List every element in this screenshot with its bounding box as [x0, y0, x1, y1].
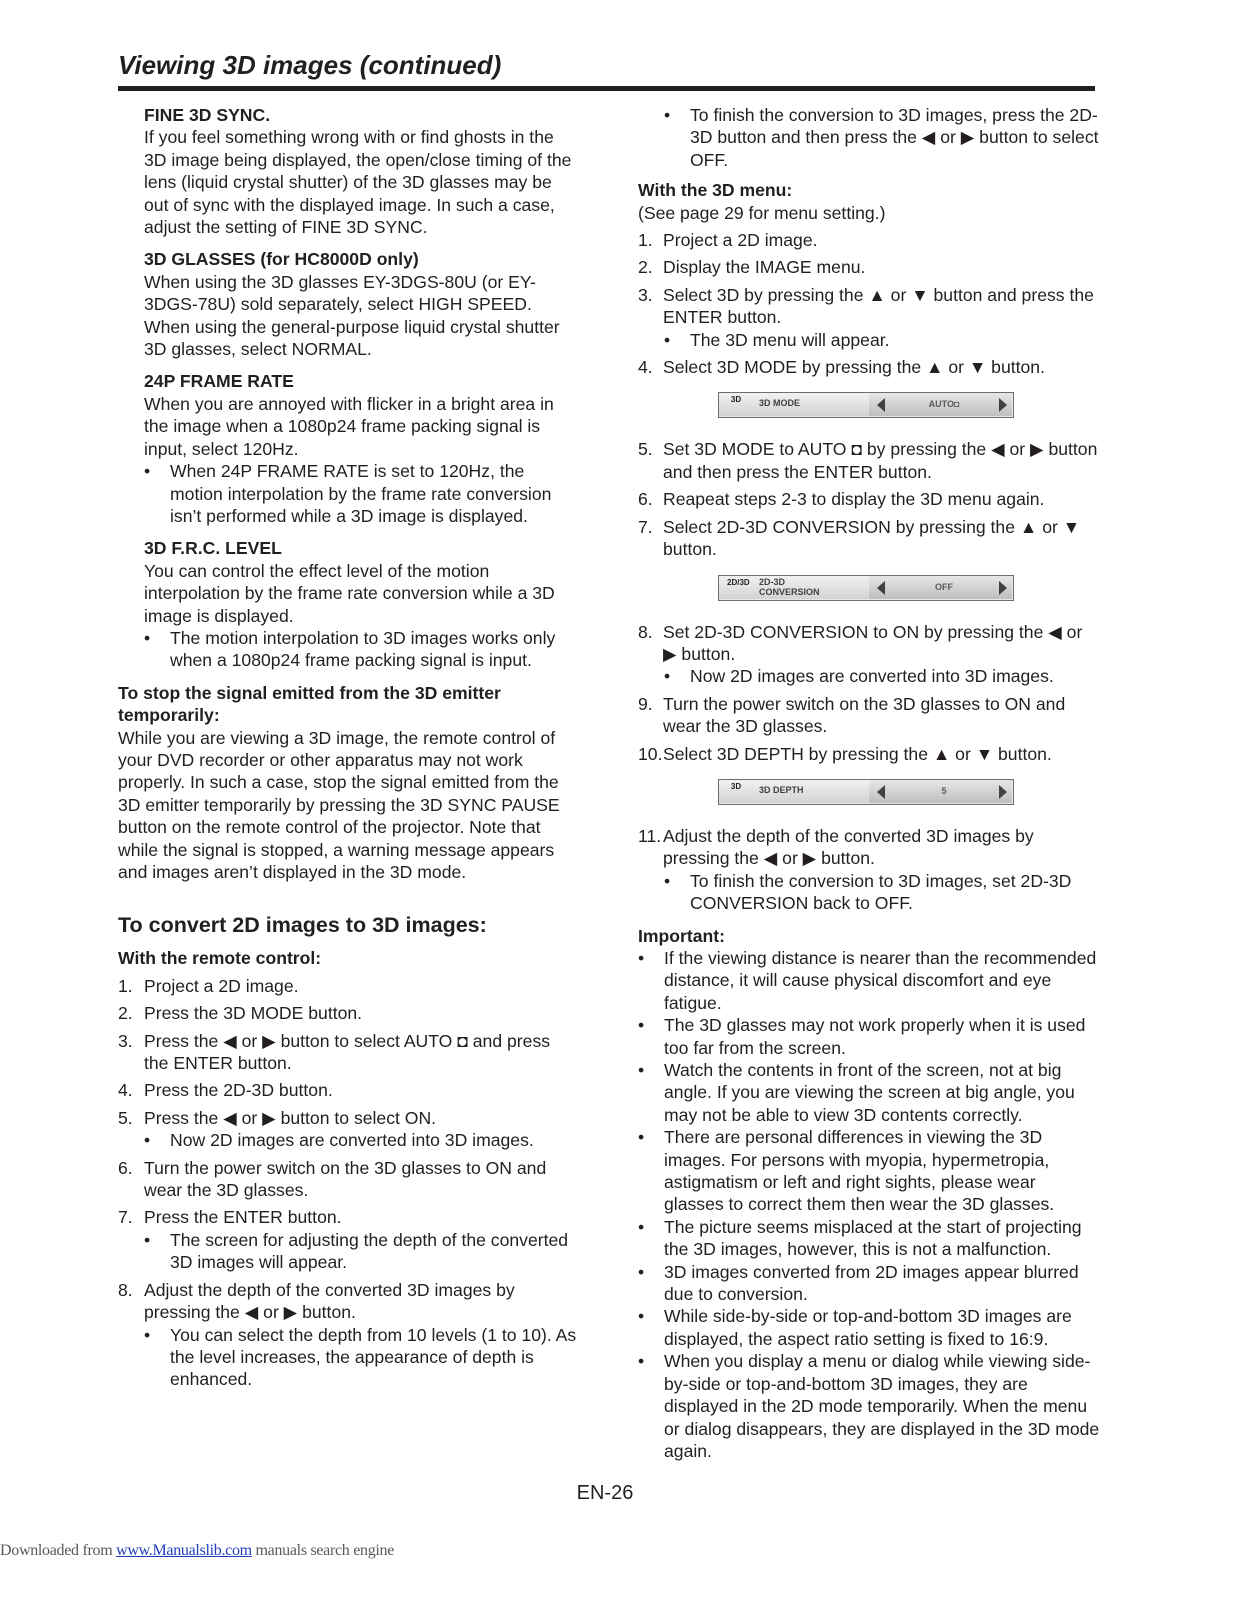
list-item: 11. Adjust the depth of the converted 3D images by pressing the ◀ or ▶ button.	[638, 825, 1034, 869]
step-bullet: • To finish the conversion to 3D images, set 2D-3D CONVERSION back to OFF.	[638, 870, 1100, 915]
fine-3d-sync-heading: FINE 3D SYNC.	[144, 105, 271, 125]
3d-menu-note: (See page 29 for menu setting.)	[638, 202, 886, 223]
3d-depth-icon: 3D	[730, 781, 742, 791]
list-item: 5. Set 3D MODE to AUTO ◘ by pressing the ◀ or ▶ button and then press the ENTER button.	[638, 439, 1098, 482]
menu-value: OFF	[935, 581, 953, 592]
frc-level-heading: 3D F.R.C. LEVEL	[144, 538, 282, 559]
left-arrow-icon	[877, 785, 885, 799]
convert-heading: To convert 2D images to 3D images:	[118, 913, 487, 938]
3d-glasses-heading: 3D GLASSES (for HC8000D only)	[144, 249, 419, 270]
list-item: 3. Select 3D by pressing the ▲ or ▼ button and press the ENTER button.	[638, 284, 1094, 328]
list-item: 9. Turn the power switch on the 3D glasses to ON and wear the 3D glasses.	[638, 693, 1066, 737]
frame-rate-text: When you are annoyed with flicker in a bright area in the image when a 1080p24 frame packing signal is input, select 120Hz.	[144, 393, 554, 459]
menu-label: 3D DEPTH	[759, 784, 804, 795]
important-item: • When you display a menu or dialog while viewing side-by-side or top-and-bottom 3D images, they are displayed in the 2D mode temporarily. When the menu or dialog disappears, they are displayed in the 3D mode again.	[638, 1350, 1100, 1462]
frc-level-text: You can control the effect level of the motion interpolation by the frame rate conversion while a 3D image is displayed.	[144, 560, 555, 626]
right-arrow-icon	[999, 581, 1007, 595]
frame-rate-heading: 24P FRAME RATE	[144, 371, 294, 392]
important-heading: Important:	[638, 925, 725, 946]
menu-label: 2D-3D CONVERSION	[759, 576, 820, 597]
3d-depth-menu-bar	[718, 779, 1014, 805]
step-bullet: • Now 2D images are converted into 3D images.	[638, 665, 1100, 687]
important-item: • While side-by-side or top-and-bottom 3D images are displayed, the aspect ratio setting is fixed to 16:9.	[638, 1305, 1100, 1350]
list-item: 10. Select 3D DEPTH by pressing the ▲ or ▼ button.	[638, 743, 1052, 764]
fine-3d-sync-text: If you feel something wrong with or find ghosts in the 3D image being displayed, the open/close timing of the lens (liquid crystal shutter) of the 3D glasses may be out of sync with the displayed image. In such a case, adjust the setting of FINE 3D SYNC.	[144, 127, 572, 238]
step-bullet: • You can select the depth from 10 levels (1 to 10). As the level increases, the appearance of depth is enhanced.	[118, 1324, 578, 1391]
important-item: • If the viewing distance is nearer than the recommended distance, it will cause physical discomfort and eye fatigue.	[638, 947, 1100, 1014]
important-item: • The picture seems misplaced at the start of projecting the 3D images, however, this is not a malfunction.	[638, 1216, 1100, 1261]
list-item: 1. Project a 2D image.	[638, 230, 818, 251]
page-number: EN-26	[576, 1482, 634, 1504]
right-arrow-icon	[999, 785, 1007, 799]
important-item: • Watch the contents in front of the screen, not at big angle. If you are viewing the screen at big angle, you may not be able to view 3D contents correctly.	[638, 1059, 1100, 1126]
menu-label: 3D MODE	[759, 398, 801, 409]
page-title: Viewing 3D images (continued)	[118, 50, 502, 80]
step-bullet: • Now 2D images are converted into 3D images.	[118, 1129, 578, 1151]
right-column	[638, 104, 1100, 1462]
list-item: 7. Select 2D-3D CONVERSION by pressing the ▲ or ▼ button.	[638, 516, 1081, 560]
important-item: • The 3D glasses may not work properly when it is used too far from the screen.	[638, 1014, 1100, 1059]
stop-signal-text: While you are viewing a 3D image, the remote control of your DVD recorder or other apparatus may not work properly. In such a case, stop the signal emitted from the 3D emitter temporarily by pressing the 3D SYNC PAUSE button on the remote control of the projector. Note that while the signal is stopped, a warning message appears and images aren’t displayed in the 3D mode.	[118, 727, 560, 882]
list-item: 2. Display the IMAGE menu.	[638, 257, 866, 278]
important-item: • There are personal differences in viewing the 3D images. For persons with myopia, hypermetropia, astigmatism or left and right sights, please wear glasses to correct them then wear the 3D glasses.	[638, 1126, 1100, 1216]
list-item: 7. Press the ENTER button.	[118, 1207, 342, 1228]
left-column	[118, 104, 578, 1391]
3d-mode-icon: 3D	[730, 395, 742, 405]
menu-value: 5	[941, 785, 947, 796]
2d-3d-conversion-menu-bar	[718, 575, 1014, 601]
3d-menu-heading: With the 3D menu:	[638, 180, 793, 201]
list-item: 4. Press the 2D-3D button.	[118, 1080, 333, 1101]
3d-mode-menu-bar	[718, 392, 1014, 418]
left-arrow-icon	[877, 398, 885, 412]
manualslib-link[interactable]: www.Manualslib.com	[116, 1542, 252, 1559]
download-footer: Downloaded from www.Manualslib.com manuals search engine	[0, 1542, 395, 1559]
fine-3d-sync-section	[118, 104, 578, 672]
list-item: 2. Press the 3D MODE button.	[118, 1003, 363, 1024]
title-rule	[118, 86, 1095, 91]
stop-signal-heading: To stop the signal emitted from the 3D emitter temporarily:	[118, 682, 501, 726]
list-item: 8. Adjust the depth of the converted 3D images by pressing the ◀ or ▶ button.	[118, 1279, 515, 1323]
list-item: 6. Turn the power switch on the 3D glasses to ON and wear the 3D glasses.	[118, 1157, 547, 1201]
3d-glasses-text: When using the 3D glasses EY-3DGS-80U (or EY-3DGS-78U) sold separately, select HIGH SPEED. When using the general-purpose liquid crystal shutter 3D glasses, select NORMAL.	[144, 271, 560, 360]
step-bullet: • The 3D menu will appear.	[638, 329, 1100, 351]
list-item: 4. Select 3D MODE by pressing the ▲ or ▼ button.	[638, 357, 1045, 378]
important-item: • 3D images converted from 2D images appear blurred due to conversion.	[638, 1261, 1100, 1306]
menu-value: AUTO◘	[928, 399, 960, 410]
left-arrow-icon	[877, 581, 885, 595]
frc-level-bullet: • The motion interpolation to 3D images works only when a 1080p24 frame packing signal is input.	[144, 627, 578, 672]
remote-control-heading: With the remote control:	[118, 948, 322, 969]
frame-rate-bullet: • When 24P FRAME RATE is set to 120Hz, the motion interpolation by the frame rate conversion isn’t performed while a 3D image is displayed.	[144, 460, 578, 527]
list-item: 5. Press the ◀ or ▶ button to select ON.	[118, 1107, 437, 1128]
right-arrow-icon	[999, 398, 1007, 412]
list-item: 8. Set 2D-3D CONVERSION to ON by pressing the ◀ or ▶ button.	[638, 621, 1083, 664]
list-item: 1. Project a 2D image.	[118, 975, 299, 996]
list-item: 6. Reapeat steps 2-3 to display the 3D menu again.	[638, 489, 1045, 510]
continued-bullet: • To finish the conversion to 3D images, press the 2D-3D button and then press the ◀ or ▶ button to select OFF.	[638, 104, 1100, 171]
2d-3d-icon: 2D/3D	[727, 577, 750, 587]
list-item: 3. Press the ◀ or ▶ button to select AUTO ◘ and press the ENTER button.	[118, 1030, 551, 1074]
step-bullet: • The screen for adjusting the depth of the converted 3D images will appear.	[118, 1229, 578, 1274]
